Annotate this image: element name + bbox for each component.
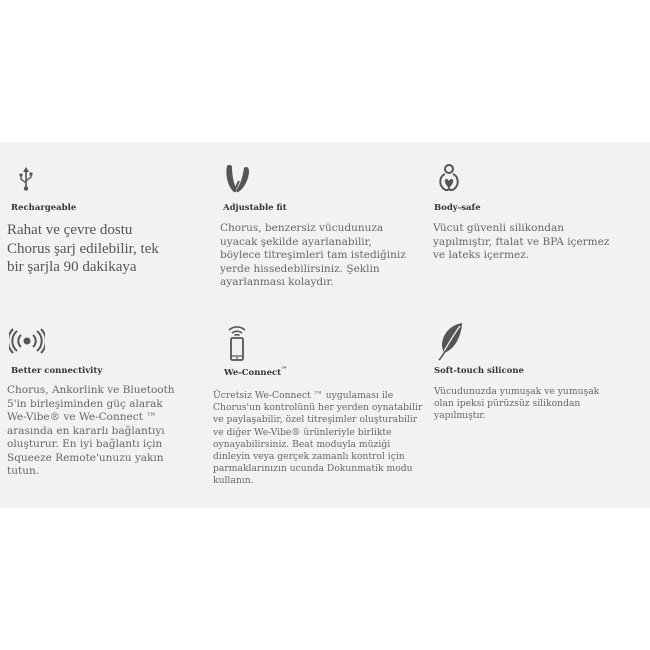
feature-soft-touch-silicone [430,322,650,508]
trademark-mark: ™ [281,366,288,373]
feature-better-connectivity [0,322,215,508]
feature-adjustable-fit [215,142,430,322]
feature-description: Rahat ve çevre dostu Chorus şarj edilebilir, tek bir şarjla 90 dakikaya [7,222,159,275]
adjustable-fit-icon [224,163,252,195]
feature-rechargeable [0,142,215,322]
feather-icon [436,322,464,362]
feature-title: Adjustable fit [223,203,287,213]
features-panel [0,142,650,508]
body-safe-icon [437,163,461,193]
feature-title: Better connectivity [11,366,103,376]
feature-title: Soft-touch silicone [434,366,524,376]
feature-description: Vücut güvenli silikondan yapılmıştır, ftalat ve BPA içermez ve lateks içermez. [433,222,610,261]
feature-title: Rechargeable [11,203,77,213]
feature-body-safe [430,142,650,322]
feature-title [224,366,287,378]
feature-title-text: We-Connect [224,367,282,378]
feature-description: Chorus, Ankorlink ve Bluetooth 5'in birleşiminden güç alarak We-Vibe® ve We-Connect ™ arasında en kararlı bağlantıyı oluşturur. En iyi bağlantı için Squeeze Remote'unuzu yakın tutun. [7,384,175,477]
phone-signal-icon [224,323,250,361]
feature-we-connect [210,322,430,508]
feature-description: Vücudunuzda yumuşak ve yumuşak olan ipeksi pürüzsüz silikondan yapılmıştır. [434,386,600,422]
connectivity-icon [9,328,45,354]
feature-description: Ücretsiz We-Connect ™ uygulaması ile Chorus'un kontrolünü her yerden oynatabilir ve paylaşabilir, özel titreşimler oluşturabilir ve diğer We-Vibe® ürünleriyle birlikte oynayabilirsiniz. Beat moduyla müziği dinleyin veya gerçek zamanlı kontrol için parmaklarınızın ucunda Dokunmatik modu kullanın. [213,390,423,487]
feature-title: Body-safe [434,203,481,213]
usb-icon [18,166,34,192]
feature-description: Chorus, benzersiz vücudunuza uyacak şekilde ayarlanabilir, böylece titreşimleri tam istediğiniz yerde hissedebilirsiniz. Şeklin ayarlanması kolaydır. [220,222,406,288]
